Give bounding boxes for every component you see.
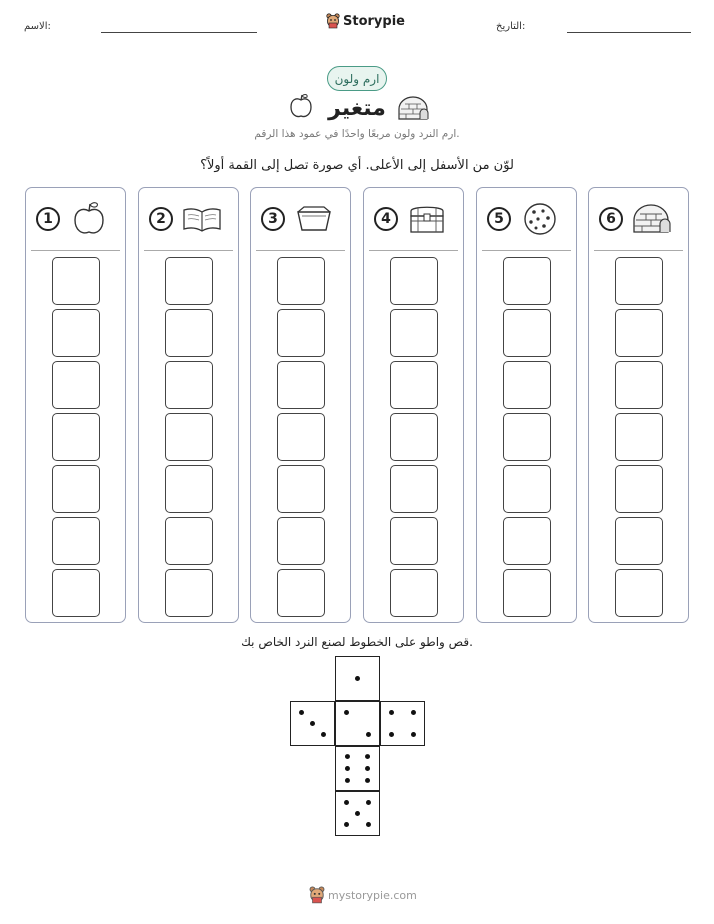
color-square[interactable] bbox=[277, 413, 325, 461]
die-face-4 bbox=[380, 701, 425, 746]
color-square[interactable] bbox=[277, 309, 325, 357]
bear-logo-icon bbox=[326, 13, 340, 29]
color-square[interactable] bbox=[390, 361, 438, 409]
treasure-chest-icon bbox=[406, 200, 448, 238]
color-square[interactable] bbox=[615, 569, 663, 617]
apple-icon bbox=[68, 200, 110, 238]
brand-name: Storypie bbox=[343, 13, 405, 29]
bear-logo-icon bbox=[309, 886, 325, 904]
date-label: التاريخ: bbox=[496, 21, 526, 32]
color-square[interactable] bbox=[503, 569, 551, 617]
column-3 bbox=[250, 187, 351, 623]
die-face-5 bbox=[335, 791, 380, 836]
column-divider bbox=[256, 250, 345, 251]
activity-tag: ارم ولون bbox=[327, 66, 387, 91]
color-square[interactable] bbox=[52, 517, 100, 565]
color-square[interactable] bbox=[615, 361, 663, 409]
footer bbox=[309, 886, 417, 904]
color-square[interactable] bbox=[165, 569, 213, 617]
color-square[interactable] bbox=[615, 413, 663, 461]
color-square[interactable] bbox=[52, 569, 100, 617]
color-square[interactable] bbox=[277, 465, 325, 513]
igloo-icon bbox=[631, 200, 673, 238]
die-face-2 bbox=[335, 701, 380, 746]
color-square[interactable] bbox=[390, 413, 438, 461]
color-square[interactable] bbox=[390, 309, 438, 357]
color-square[interactable] bbox=[390, 517, 438, 565]
color-square[interactable] bbox=[277, 361, 325, 409]
color-square[interactable] bbox=[615, 257, 663, 305]
column-divider bbox=[482, 250, 571, 251]
color-square[interactable] bbox=[503, 257, 551, 305]
column-number: 3 bbox=[261, 207, 285, 231]
color-square[interactable] bbox=[503, 309, 551, 357]
cookie-icon bbox=[519, 200, 561, 238]
color-square[interactable] bbox=[165, 413, 213, 461]
column-divider bbox=[144, 250, 233, 251]
die-face-1 bbox=[335, 656, 380, 701]
color-square[interactable] bbox=[52, 309, 100, 357]
brand-logo bbox=[326, 13, 405, 29]
color-square[interactable] bbox=[390, 465, 438, 513]
die-face-6 bbox=[335, 746, 380, 791]
die-face-3 bbox=[290, 701, 335, 746]
name-label: الاسم: bbox=[24, 21, 51, 32]
page-title: متغير bbox=[328, 96, 386, 121]
color-square[interactable] bbox=[52, 413, 100, 461]
color-square[interactable] bbox=[165, 309, 213, 357]
color-square[interactable] bbox=[277, 569, 325, 617]
column-number: 1 bbox=[36, 207, 60, 231]
date-line[interactable] bbox=[567, 32, 691, 33]
color-square[interactable] bbox=[52, 257, 100, 305]
instructions: ارم النرد ولون مربعًا واحدًا في عمود هذا الرقم. bbox=[254, 128, 460, 140]
column-number: 5 bbox=[487, 207, 511, 231]
open-book-icon bbox=[181, 200, 223, 238]
column-1 bbox=[25, 187, 126, 623]
color-square[interactable] bbox=[277, 517, 325, 565]
color-square[interactable] bbox=[277, 257, 325, 305]
color-square[interactable] bbox=[165, 517, 213, 565]
color-square[interactable] bbox=[615, 309, 663, 357]
color-square[interactable] bbox=[165, 361, 213, 409]
color-square[interactable] bbox=[503, 361, 551, 409]
color-square[interactable] bbox=[52, 465, 100, 513]
column-divider bbox=[369, 250, 458, 251]
column-number: 2 bbox=[149, 207, 173, 231]
color-square[interactable] bbox=[615, 465, 663, 513]
color-square[interactable] bbox=[390, 257, 438, 305]
color-square[interactable] bbox=[52, 361, 100, 409]
column-number: 4 bbox=[374, 207, 398, 231]
column-number: 6 bbox=[599, 207, 623, 231]
igloo-icon bbox=[396, 94, 430, 122]
name-line[interactable] bbox=[101, 32, 257, 33]
column-4 bbox=[363, 187, 464, 623]
footer-site[interactable]: mystorypie.com bbox=[328, 888, 417, 902]
column-6 bbox=[588, 187, 689, 623]
question: لوّن من الأسفل إلى الأعلى. أي صورة تصل إلى القمة أولاً؟ bbox=[200, 158, 514, 173]
color-square[interactable] bbox=[165, 257, 213, 305]
color-square[interactable] bbox=[615, 517, 663, 565]
color-square[interactable] bbox=[165, 465, 213, 513]
basket-icon bbox=[293, 200, 335, 238]
column-divider bbox=[31, 250, 120, 251]
cut-instructions: قص واطو على الخطوط لصنع النرد الخاص بك. bbox=[241, 635, 473, 649]
column-2 bbox=[138, 187, 239, 623]
column-5 bbox=[476, 187, 577, 623]
color-square[interactable] bbox=[503, 413, 551, 461]
color-square[interactable] bbox=[503, 465, 551, 513]
color-square[interactable] bbox=[503, 517, 551, 565]
color-square[interactable] bbox=[390, 569, 438, 617]
column-divider bbox=[594, 250, 683, 251]
